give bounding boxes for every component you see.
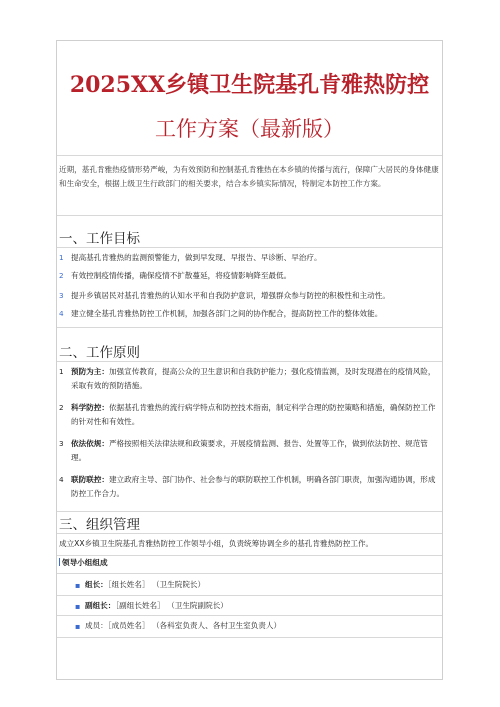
item-label: 依法依规： [71, 439, 109, 448]
member-role: 副组长： [85, 601, 116, 610]
item-text: 提升乡镇居民对基孔肯雅热的认知水平和自我防护意识，增强群众参与防控的积极性和主动性。 [71, 291, 390, 300]
item-text: 提高基孔肯雅热的监测预警能力，做到早发现、早报告、早诊断、早治疗。 [71, 253, 322, 262]
item-number: 4 [59, 309, 64, 318]
divider [57, 637, 442, 638]
divider [57, 533, 442, 534]
item-text: 加强宣传教育，提高公众的卫生意识和自我防护能力；强化疫情监测，及时发现潜在的疫情风险，采取有效的预防措施。 [71, 367, 436, 390]
member-row [85, 619, 281, 633]
accent-bar [59, 558, 60, 566]
bullet-icon: ▪ [75, 581, 81, 590]
document-title-line2: 工作方案（最新版） [155, 117, 344, 141]
item-number: 2 [59, 271, 64, 280]
member-desc: （各科室负责人、各村卫生室负责人） [151, 621, 282, 630]
organization-intro: 成立XX乡镇卫生院基孔肯雅热防控工作领导小组，负责统筹协调全乡的基孔肯雅热防控工作。 [59, 539, 374, 548]
divider [57, 595, 442, 596]
bullet-icon: ▪ [75, 602, 81, 611]
item-label: 联防联控： [71, 475, 109, 484]
member-name: ［副组长姓名］ [115, 601, 165, 610]
item-number: 3 [59, 291, 64, 300]
divider [57, 615, 442, 616]
item-number: 4 [59, 475, 64, 484]
divider [57, 247, 442, 248]
item-text: 建立健全基孔肯雅热防控工作机制，加强各部门之间的协作配合，提高防控工作的整体效能。 [71, 309, 383, 318]
member-name: ［组长姓名］ [107, 580, 150, 589]
member-role: 组长： [85, 580, 108, 589]
section-heading-organization: 三、组织管理 [59, 517, 140, 533]
item-text: 建立政府主导、部门协作、社会参与的联防联控工作机制，明确各部门职责，加强沟通协调，形成防控工作合力。 [71, 475, 436, 498]
divider [57, 215, 442, 216]
member-row [85, 578, 205, 592]
subsection-heading: 领导小组组成 [59, 557, 108, 568]
member-row [85, 599, 228, 613]
divider [57, 155, 442, 156]
divider [57, 555, 442, 556]
divider [57, 327, 442, 328]
item-number: 1 [59, 253, 64, 262]
member-desc: （卫生院副院长） [167, 601, 228, 610]
intro-paragraph: 近期，基孔肯雅热疫情形势严峻，为有效预防和控制基孔肯雅热在本乡镇的传播与流行，保障广大居民的身体健康和生命安全，根据上级卫生行政部门的相关要求，结合本乡镇实际情况，特制定本防控工作方案。 [59, 165, 439, 188]
item-number: 2 [59, 403, 64, 412]
divider [57, 511, 442, 512]
bullet-icon: ▪ [75, 622, 81, 631]
member-desc: （卫生院院长） [151, 580, 206, 589]
item-text: 严格按照相关法律法规和政策要求，开展疫情监测、报告、处置等工作，做到依法防控、规范管理。 [71, 439, 428, 462]
item-text: 依据基孔肯雅热的流行病学特点和防控技术指南，制定科学合理的防控策略和措施，确保防控工作的针对性和有效性。 [71, 403, 436, 426]
section-heading-principles: 二、工作原则 [59, 345, 140, 361]
divider [57, 361, 442, 362]
member-name: ［成员姓名］ [107, 621, 150, 630]
document-title-line1: 2025XX乡镇卫生院基孔肯雅热防控 [69, 72, 430, 98]
member-role: 成员： [85, 621, 108, 630]
item-label: 科学防控： [71, 403, 109, 412]
document-page [56, 40, 443, 680]
section-heading-goals: 一、工作目标 [59, 231, 140, 247]
item-number: 1 [59, 367, 64, 376]
item-label: 预防为主： [71, 367, 109, 376]
divider [57, 573, 442, 574]
item-number: 3 [59, 439, 64, 448]
item-text: 有效控制疫情传播，确保疫情不扩散蔓延，将疫情影响降至最低。 [71, 271, 292, 280]
